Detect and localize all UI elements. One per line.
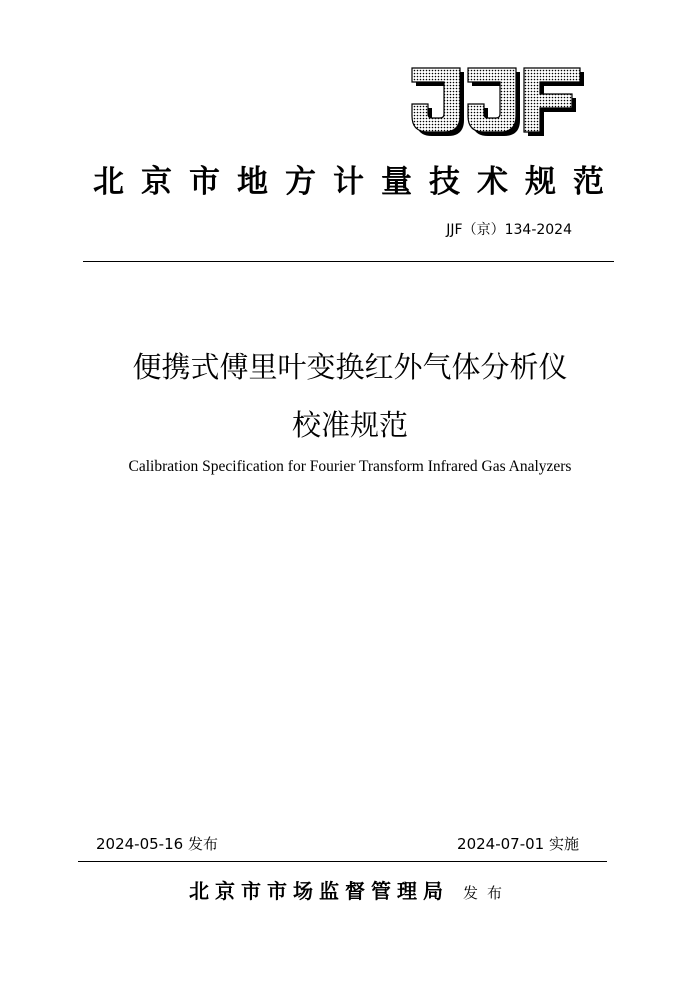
issue-verb: 发布: [462, 884, 511, 902]
effective-date: 2024-07-01 实施: [457, 835, 579, 853]
issue-date: 2024-05-16 发布: [96, 835, 218, 853]
issuer-row: [0, 876, 700, 908]
spec-type-heading: 北京市地方计量技术规范: [93, 164, 621, 200]
english-title: Calibration Specification for Fourier Transform Infrared Gas Analyzers: [128, 458, 572, 475]
document-number: JJF（京）134-2024: [446, 222, 572, 238]
title-line-2: 校准规范: [291, 408, 408, 442]
title-line-1: 便携式傅里叶变换红外气体分析仪: [132, 350, 568, 384]
issuer-name: 北京市市场监督管理局: [188, 879, 449, 903]
jjf-logo: [410, 66, 586, 138]
bottom-divider: [78, 861, 607, 862]
top-divider: [83, 261, 614, 262]
